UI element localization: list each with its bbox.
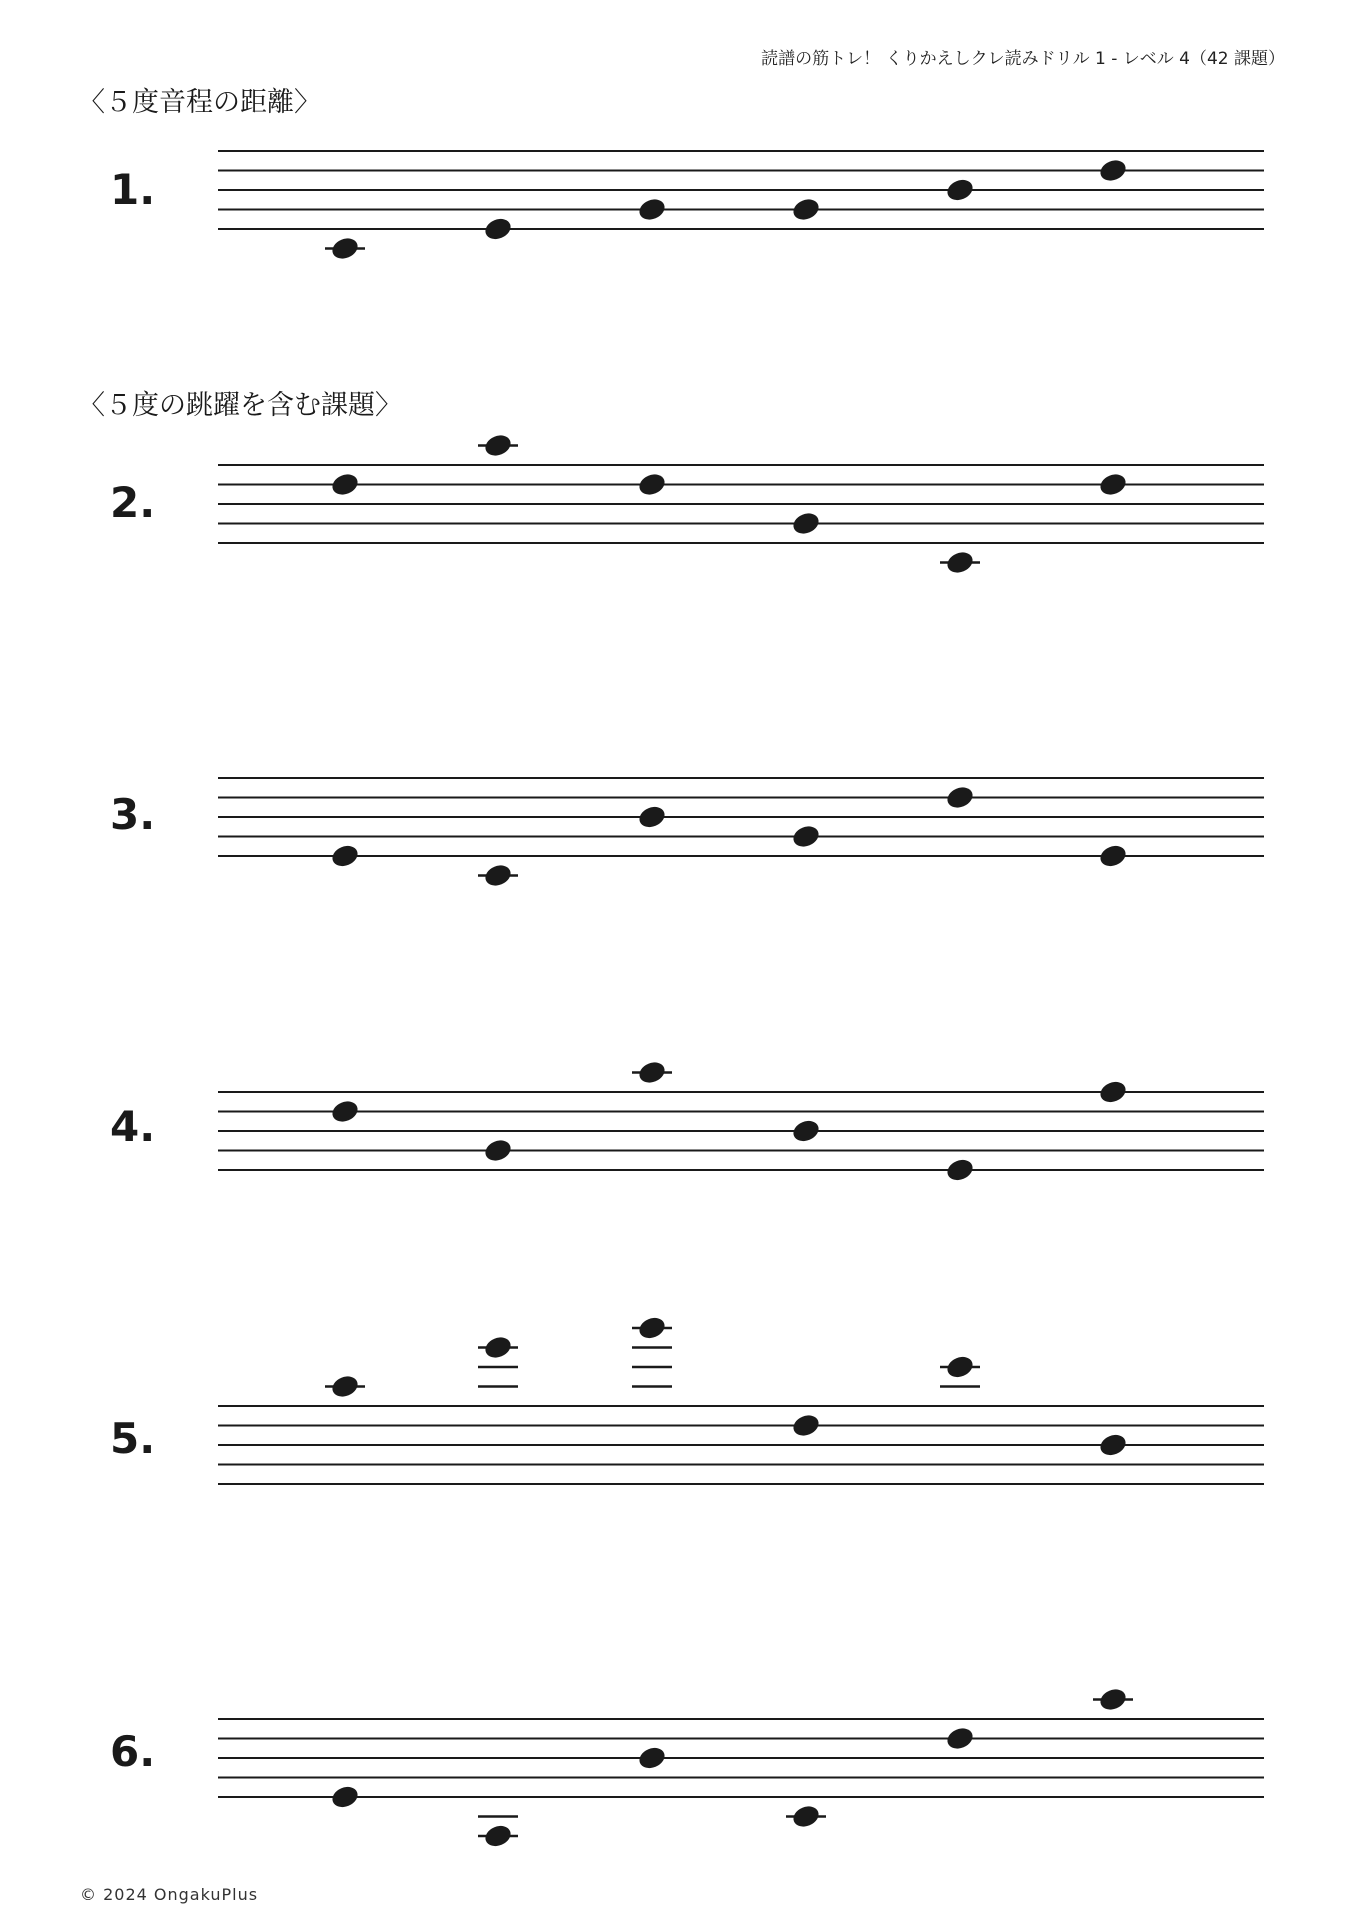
note-head — [482, 862, 513, 889]
note-head — [636, 1059, 667, 1086]
exercise-number-6: 6. — [110, 1727, 156, 1776]
note-head — [329, 1783, 360, 1810]
note-head — [1097, 1078, 1128, 1105]
page-header: 読譜の筋トレ！ くりかえしクレ読みドリル 1 - レベル 4（42 課題） — [761, 49, 1285, 69]
note-head — [482, 432, 513, 459]
note-head — [790, 823, 821, 850]
note-head — [944, 176, 975, 203]
note-head — [944, 1156, 975, 1183]
exercise-number-4: 4. — [110, 1102, 156, 1151]
note-head — [790, 1803, 821, 1830]
staff-3 — [0, 696, 1360, 956]
note-head — [790, 510, 821, 537]
exercise-number-3: 3. — [110, 790, 156, 839]
note-head — [944, 784, 975, 811]
staff-5 — [0, 1324, 1360, 1584]
note-head — [636, 803, 667, 830]
note-head — [636, 1744, 667, 1771]
note-head — [1097, 471, 1128, 498]
note-head — [636, 196, 667, 223]
note-head — [329, 1098, 360, 1125]
note-head — [636, 1314, 667, 1341]
note-head — [790, 196, 821, 223]
exercise-number-2: 2. — [110, 478, 156, 527]
note-head — [1097, 1686, 1128, 1713]
exercise-number-5: 5. — [110, 1414, 156, 1463]
note-head — [944, 549, 975, 576]
note-head — [636, 471, 667, 498]
staff-6 — [0, 1637, 1360, 1897]
section-title-interval: 〈５度音程の距離〉 — [78, 87, 321, 118]
note-head — [329, 471, 360, 498]
note-head — [944, 1353, 975, 1380]
staff-4 — [0, 1010, 1360, 1270]
note-head — [482, 1137, 513, 1164]
staff-1 — [0, 69, 1360, 329]
note-head — [329, 235, 360, 262]
copyright-footer: © 2024 OngakuPlus — [80, 1885, 259, 1904]
note-head — [1097, 157, 1128, 184]
exercise-number-1: 1. — [110, 165, 156, 214]
note-head — [790, 1412, 821, 1439]
note-head — [482, 215, 513, 242]
staff-2 — [0, 383, 1360, 643]
note-head — [482, 1334, 513, 1361]
note-head — [329, 842, 360, 869]
note-head — [944, 1725, 975, 1752]
note-head — [1097, 1431, 1128, 1458]
note-head — [329, 1373, 360, 1400]
note-head — [1097, 842, 1128, 869]
note-head — [482, 1822, 513, 1849]
section-title-leaps: 〈５度の跳躍を含む課題〉 — [78, 390, 402, 421]
note-head — [790, 1117, 821, 1144]
